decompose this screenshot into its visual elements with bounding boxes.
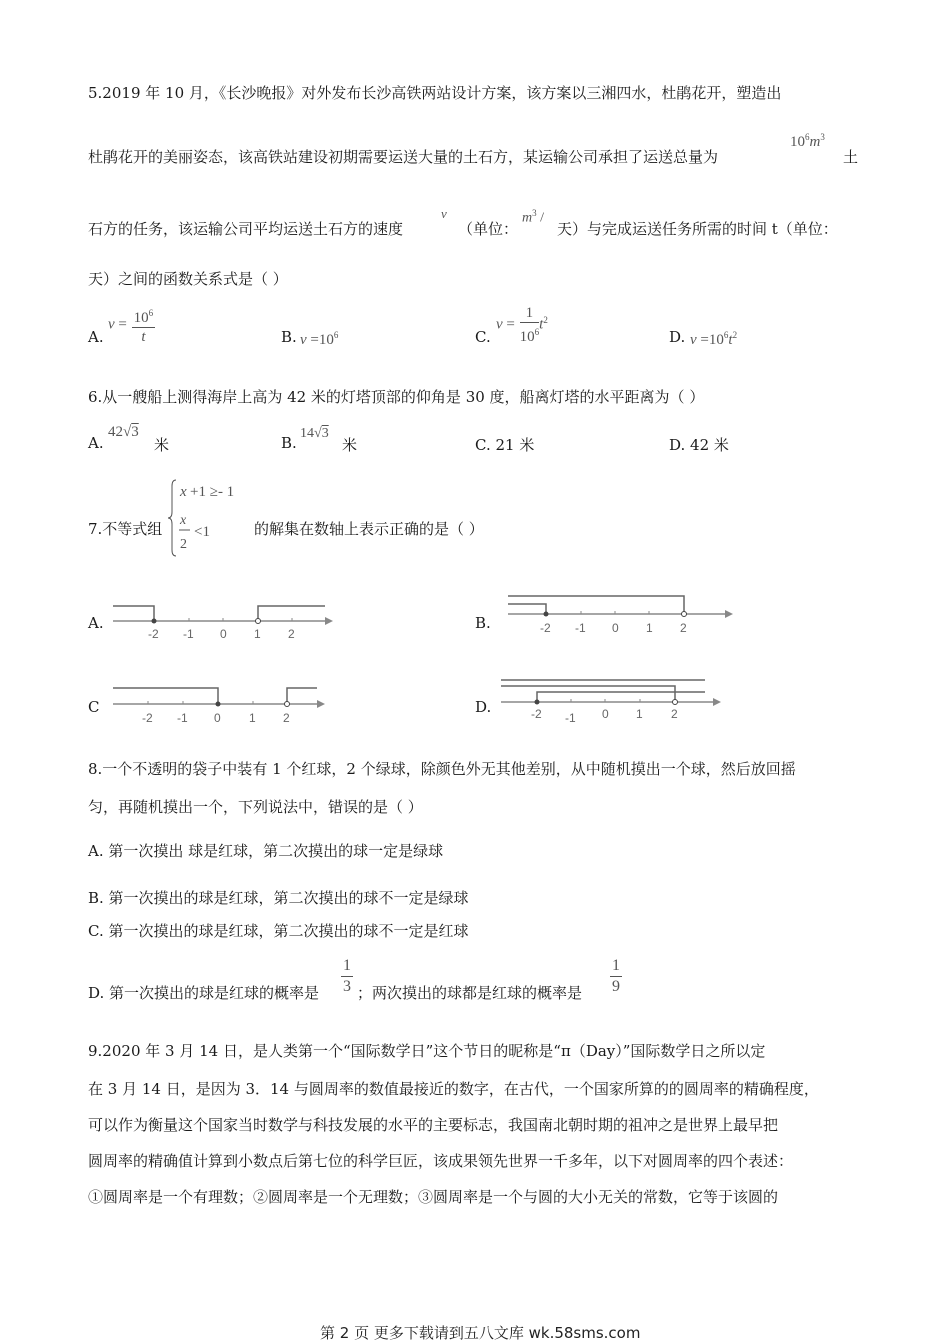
q6-option-b-label: B.	[281, 434, 297, 452]
q7-option-b-label: B.	[475, 614, 491, 632]
tick-label: -1	[177, 711, 188, 725]
tick-label: -2	[142, 711, 153, 725]
q5-line3-a: 石方的任务，该运输公司平均运送土石方的速度	[88, 220, 404, 238]
tick-label: 0	[214, 711, 221, 725]
q9-line5: ①圆周率是一个有理数；②圆周率是一个无理数；③圆周率是一个与圆的大小无关的常数，它等于该圆的	[88, 1188, 779, 1206]
svg-text:x: x	[180, 484, 187, 500]
q7-option-c-label: C	[88, 698, 100, 716]
tick-label: 1	[636, 707, 643, 721]
q8-option-a: A. 第一次摸出 球是红球，第二次摸出的球一定是绿球	[88, 842, 444, 860]
svg-text:<1: <1	[194, 524, 210, 540]
tick-label: -1	[183, 627, 194, 641]
q5-option-b-label: B.	[281, 328, 297, 346]
q8-fraction-one-third: $\frac{1}{3}$	[343, 957, 351, 995]
q5-option-a-formula: v = $\frac{10^6}{t}$	[108, 304, 155, 346]
q5-total-formula: $10^6m^3$	[790, 132, 825, 150]
q5-unit-formula: $m^3$ /	[522, 208, 545, 226]
q6-option-d: D. 42 米	[669, 436, 729, 454]
q8-fraction-one-ninth: $\frac{1}{9}$	[612, 957, 620, 995]
tick-label: 2	[288, 627, 295, 641]
q5-option-c-formula: v = $\frac{1}{10^6}$ $t^2$	[496, 305, 548, 345]
q5-option-b-formula: $v =10^6$	[300, 330, 339, 348]
tick-label: -2	[148, 627, 159, 641]
page-footer: 第 2 页 更多下载请到五八文库 wk.58sms.com	[320, 1324, 641, 1342]
q5-line2-tail: 土	[843, 148, 859, 166]
q8-option-b: B. 第一次摸出的球是红球，第二次摸出的球不一定是绿球	[88, 889, 469, 907]
q6-option-b-formula: 14√3	[300, 426, 329, 441]
q7-option-d-numberline	[495, 672, 735, 728]
q6-stem: 6.从一艘船上测得海岸上高为 42 米的灯塔顶部的仰角是 30 度，船离灯塔的水平距离为（ ）	[88, 388, 705, 406]
q6-option-a-label: A.	[88, 434, 104, 452]
q5-option-d-formula: $v =10^6t^2$	[690, 330, 738, 348]
q9-line4: 圆周率的精确值计算到小数点后第七位的科学巨匠，该成果领先世界一千多年，以下对圆周率的四个表述：	[88, 1152, 794, 1170]
tick-label: 2	[671, 707, 678, 721]
q9-line3: 可以作为衡量这个国家当时数学与科技发展的水平的主要标志，我国南北朝时期的祖冲之是世界上最早把	[88, 1116, 779, 1134]
q7-option-d-label: D.	[475, 698, 492, 716]
tick-label: 2	[283, 711, 290, 725]
tick-label: -1	[565, 711, 576, 725]
svg-text:+1 ≥- 1: +1 ≥- 1	[190, 484, 235, 500]
q7-stem-b: 的解集在数轴上表示正确的是（ ）	[254, 520, 484, 538]
svg-text:x: x	[180, 513, 187, 528]
tick-label: -2	[540, 621, 551, 635]
q8-stem-line1: 8.一个不透明的袋子中装有 1 个红球，2 个绿球，除颜色外无其他差别，从中随机摸出一个球，然后放回摇	[88, 760, 796, 778]
tick-label: 1	[254, 627, 261, 641]
q5-line4: 天）之间的函数关系式是（ ）	[88, 270, 288, 288]
q9-line1: 9.2020 年 3 月 14 日，是人类第一个“国际数学日”这个节日的昵称是“π（Day）”国际数学日之所以定	[88, 1042, 766, 1060]
q7-option-b-numberline	[500, 588, 740, 644]
q5-option-d-label: D.	[669, 328, 686, 346]
tick-label: 0	[220, 627, 227, 641]
tick-label: 1	[249, 711, 256, 725]
q8-option-c: C. 第一次摸出的球是红球，第二次摸出的球不一定是红球	[88, 922, 469, 940]
q9-line2: 在 3 月 14 日，是因为 3．14 与圆周率的数值最接近的数字，在古代，一个国家所算的的圆周率的精确程度，	[88, 1080, 819, 1098]
q5-v-symbol: v	[441, 206, 447, 221]
q8-option-d-b: ；两次摸出的球都是红球的概率是	[357, 984, 583, 1002]
q5-line2: 杜鹃花开的美丽姿态，该高铁站建设初期需要运送大量的土石方，某运输公司承担了运送总量为	[88, 148, 719, 166]
q7-stem-a: 7.不等式组	[88, 520, 163, 538]
q6-option-a-unit: 米	[154, 436, 170, 454]
q5-option-c-label: C.	[475, 328, 491, 346]
q5-line3-c: 天）与完成运送任务所需的时间 t（单位：	[557, 220, 838, 238]
q6-option-c: C. 21 米	[475, 436, 535, 454]
q7-option-c-numberline	[105, 680, 335, 730]
tick-label: 1	[646, 621, 653, 635]
q6-option-b-unit: 米	[342, 436, 358, 454]
tick-label: 2	[680, 621, 687, 635]
q8-option-d-a: D. 第一次摸出的球是红球的概率是	[88, 984, 320, 1002]
tick-label: 0	[602, 707, 609, 721]
tick-label: -2	[531, 707, 542, 721]
q5-option-a-label: A.	[88, 328, 104, 346]
q7-option-a-label: A.	[88, 614, 104, 632]
tick-label: -1	[575, 621, 586, 635]
q8-stem-line2: 匀，再随机摸出一个，下列说法中，错误的是（ ）	[88, 798, 423, 816]
q7-option-a-numberline	[105, 596, 335, 646]
q5-line1: 5.2019 年 10 月，《长沙晚报》对外发布长沙高铁两站设计方案，该方案以三湘四水，杜鹃花开，塑造出	[88, 84, 782, 102]
tick-label: 0	[612, 621, 619, 635]
q7-system-formula	[168, 478, 258, 562]
q5-line3-b: （单位：	[458, 220, 519, 238]
svg-text:2: 2	[180, 537, 187, 552]
q6-option-a-formula: 42√3	[108, 424, 139, 440]
